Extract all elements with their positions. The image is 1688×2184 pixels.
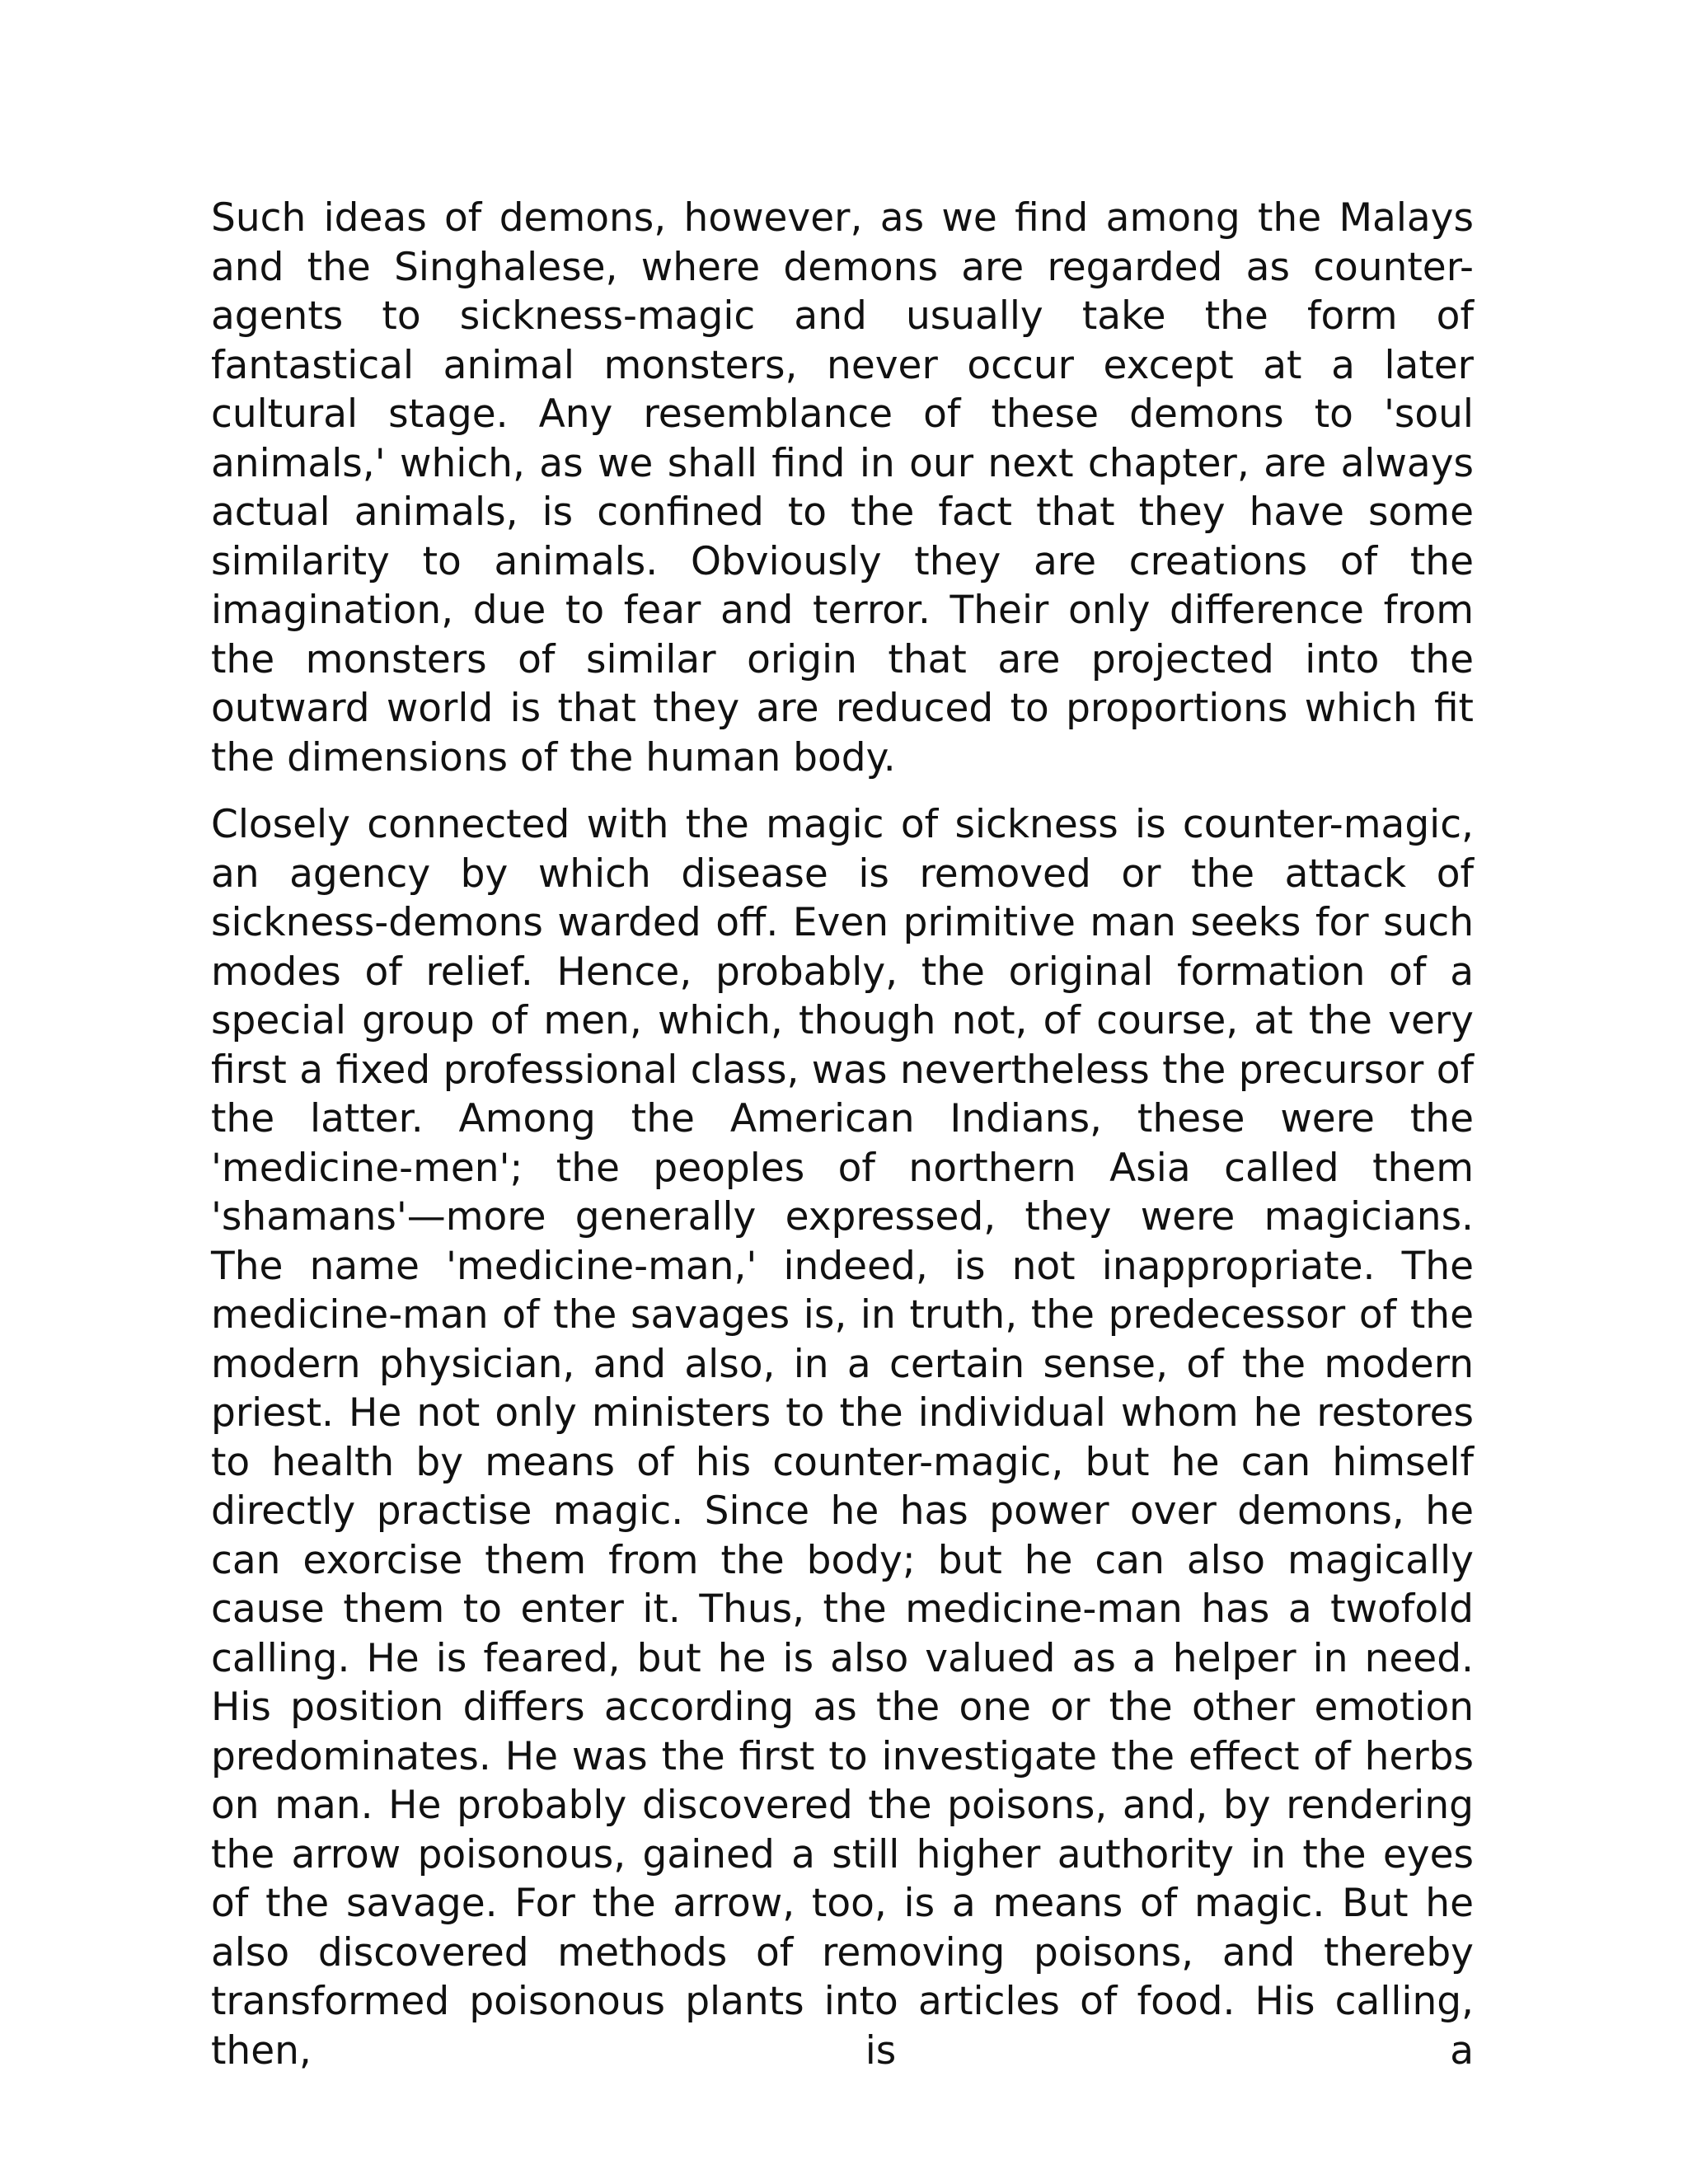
paragraph-demons: Such ideas of demons, however, as we find among the Malays and the Singhalese, where demons are regarded as counter-agents to sickness-magic and usually take the form of fantastical animal monsters, never occur except at a later cultural stage. Any resemblance of these demons to 'soul animals,' which, as we shall find in our next chapter, are always actual animals, is confined to the fact that they have some similarity to animals. Obviously they are creations of the imagination, due to fear and terror. Their only difference from the monsters of similar origin that are projected into the outward world is that they are reduced to proportions which fit the dimensions of the human body. xyxy=(211,195,1474,780)
body-text xyxy=(211,194,1474,2093)
paragraph-counter-magic: Closely connected with the magic of sickness is counter-magic, an agency by which disease is removed or the attack of sickness-demons warded off. Even primitive man seeks for such modes of relief. Hence, probably, the original formation of a special group of men, which, though not, of course, at the very first a fixed professional class, was nevertheless the precursor of the latter. Among the American Indians, these were the 'medicine-men'; the peoples of northern Asia called them 'shamans'—more generally expressed, they were magicians. The name 'medicine-man,' indeed, is not inappropriate. The medicine-man of the savages is, in truth, the predecessor of the modern physician, and also, in a certain sense, of the modern priest. He not only ministers to the individual whom he restores to health by means of his counter-magic, but he can himself directly practise magic. Since he has power over demons, he can exorcise them from the body; but he can also magically cause them to enter it. Thus, the medicine-man has a twofold calling. He is feared, but he is also valued as a helper in need. His position differs according as the one or the other emotion predominates. He was the first to investigate the effect of herbs on man. He probably discovered the poisons, and, by rendering the arrow poisonous, gained a still higher authority in the eyes of the savage. For the arrow, too, is a means of magic. But he also discovered methods of removing poisons, and thereby transformed poisonous plants into articles of food. His calling, then, is a xyxy=(211,802,1474,2074)
